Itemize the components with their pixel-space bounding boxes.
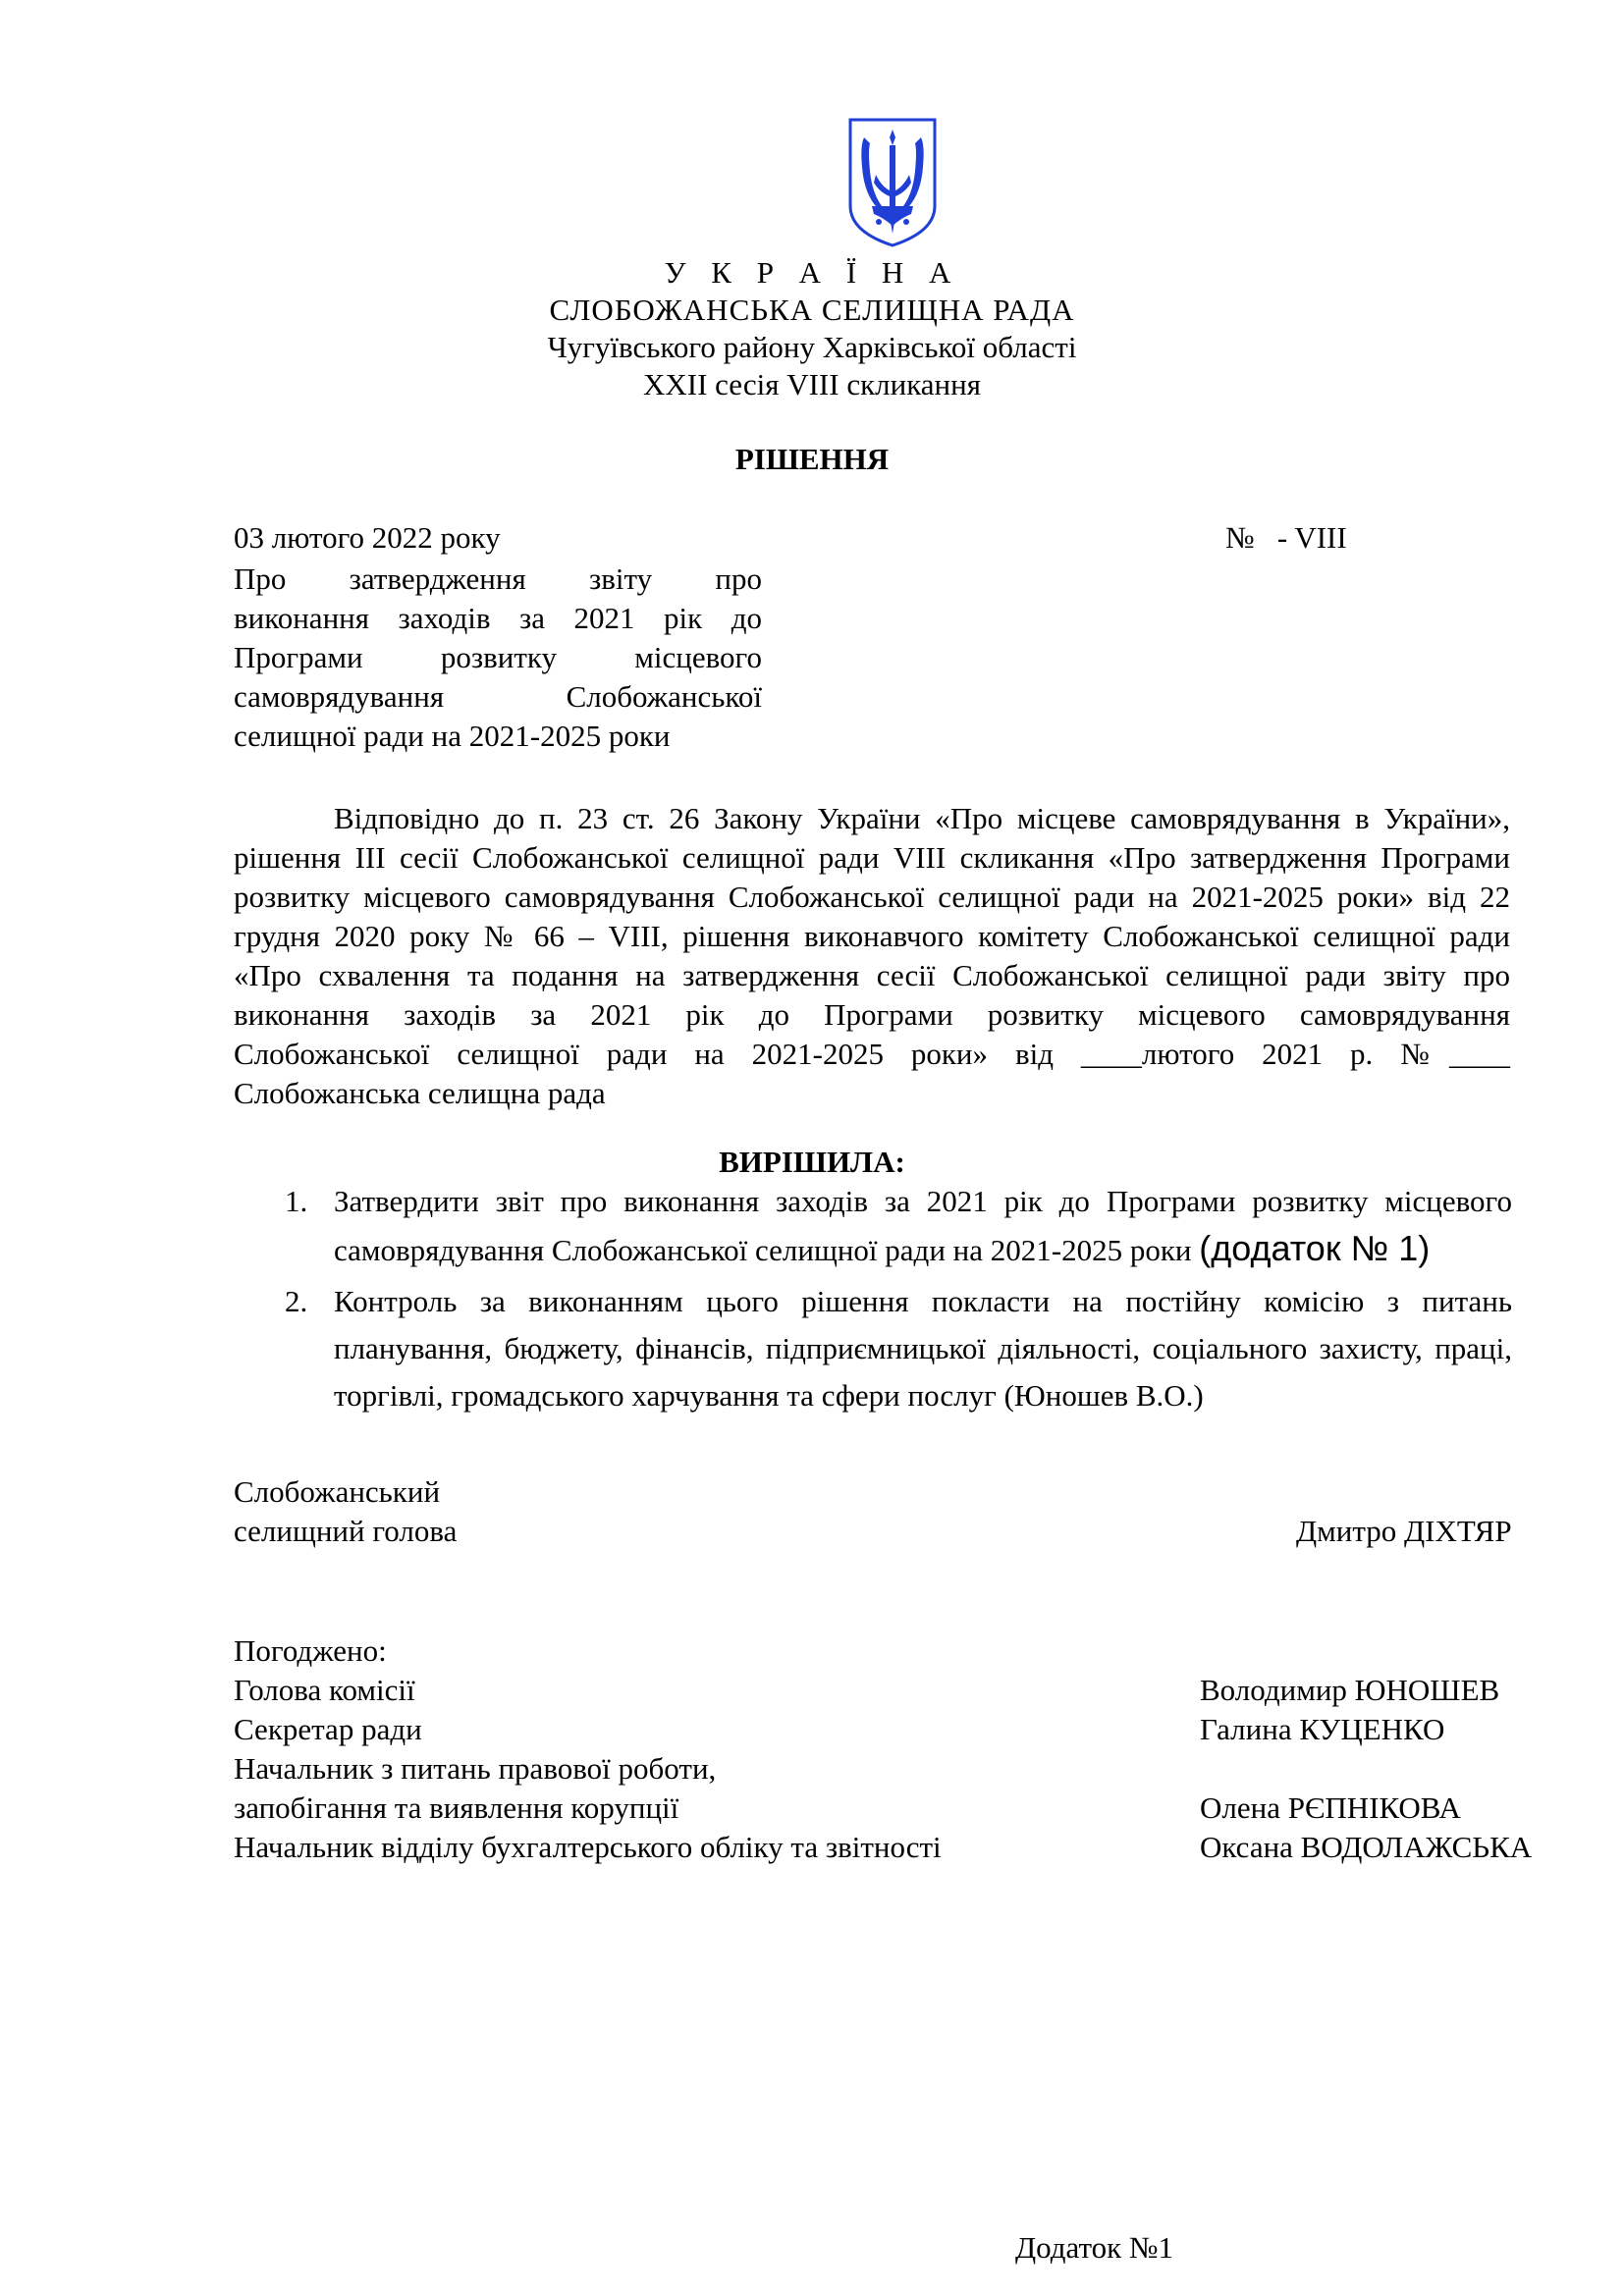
item-number: 2. [285,1284,308,1318]
decision-subject [234,560,762,756]
decision-item [234,1278,1512,1419]
preamble-line: «Про схвалення та подання на затвердження сесії Слобожанської селищної ради звіту про [234,958,1510,992]
signature-title-line: Слобожанський [234,1474,441,1509]
decision-items [234,1178,1512,1419]
item-text: Контроль за виконанням цього рішення покласти на постійну комісію з питань планування, бюджету, фінансів, підприємницької діяльності, соціального захисту, праці, торгівлі, громадського харчування та сфери послуг (Юношев В.О.) [334,1284,1512,1413]
subject-line: селищної ради на 2021-2025 роки [234,719,671,753]
subject-line: виконання заходів за 2021 рік до [234,601,762,635]
item-appendix-ref: (додаток № 1) [1199,1228,1431,1268]
approval-row [234,1828,1549,1867]
subject-line: Програми розвитку місцевого [234,640,762,674]
preamble-line: розвитку місцевого самоврядування Слобожанської селищної ради на 2021-2025 роки» від 22 [234,880,1510,914]
preamble-line: рішення ІІІ сесії Слобожанської селищної ради VIII скликання «Про затвердження Програми [234,840,1510,875]
signature-title-line: селищний голова [234,1514,458,1548]
preamble-line: Слобожанської селищної ради на 2021-2025 роки» від ____лютого 2021 р. №____ [234,1037,1510,1071]
approval-name: Олена РЄПНІКОВА [1200,1790,1461,1825]
approval-name: Володимир ЮНОШЕВ [1200,1673,1500,1707]
approval-row [234,1671,1549,1710]
approval-row [234,1710,1549,1749]
header-country: У К Р А Ї Н А [664,255,960,290]
approval-row [234,1789,1549,1828]
approval-row [234,1749,1549,1789]
signature-title [234,1472,457,1551]
item-body: Затвердити звіт про виконання заходів за 2021 рік до Програми розвитку місцевого самоврядування Слобожанської селищної ради на 2021-2025 роки [334,1184,1512,1267]
header-district: Чугуївського району Харківської області [547,330,1077,364]
preamble-line: грудня 2020 року № 66 – VIII, рішення виконавчого комітету Слобожанської селищної ради [234,919,1510,953]
approval-name: Галина КУЦЕНКО [1200,1712,1445,1746]
approval-role: Начальник відділу бухгалтерського обліку та звітності [234,1830,942,1864]
signature-name: Дмитро ДІХТЯР [1296,1514,1512,1548]
approval-role: Голова комісії [234,1673,415,1707]
decision-number: № - VIII [1225,520,1347,555]
subject-line: самоврядування Слобожанської [234,679,762,714]
doc-title: РІШЕННЯ [734,442,890,476]
appendix-label: Додаток №1 [1015,2230,1174,2265]
approval-name: Оксана ВОДОЛАЖСЬКА [1200,1830,1533,1864]
decision-item [234,1178,1512,1274]
header-council: СЛОБОЖАНСЬКА СЕЛИЩНА РАДА [549,293,1075,327]
decided-heading: ВИРІШИЛА: [719,1145,905,1179]
approval-role: Начальник з питань правової роботи, [234,1751,717,1786]
subject-line: Про затвердження звіту про [234,561,762,596]
approvals-heading: Погоджено: [234,1633,387,1668]
preamble-line: Відповідно до п. 23 ст. 26 Закону України «Про місцеве самоврядування в України», [334,801,1510,835]
decision-date: 03 лютого 2022 року [234,520,501,555]
preamble-line: виконання заходів за 2021 рік до Програми розвитку місцевого самоврядування [234,997,1510,1032]
approval-role: Секретар ради [234,1712,422,1746]
preamble-paragraph [234,799,1510,1113]
preamble-line: Слобожанська селищна рада [234,1076,606,1110]
coat-of-arms-icon [846,116,939,249]
header-session: XXII сесія VIII скликання [643,367,981,401]
item-number: 1. [285,1184,308,1218]
approval-role: запобігання та виявлення корупції [234,1790,679,1825]
item-text [334,1178,1512,1274]
